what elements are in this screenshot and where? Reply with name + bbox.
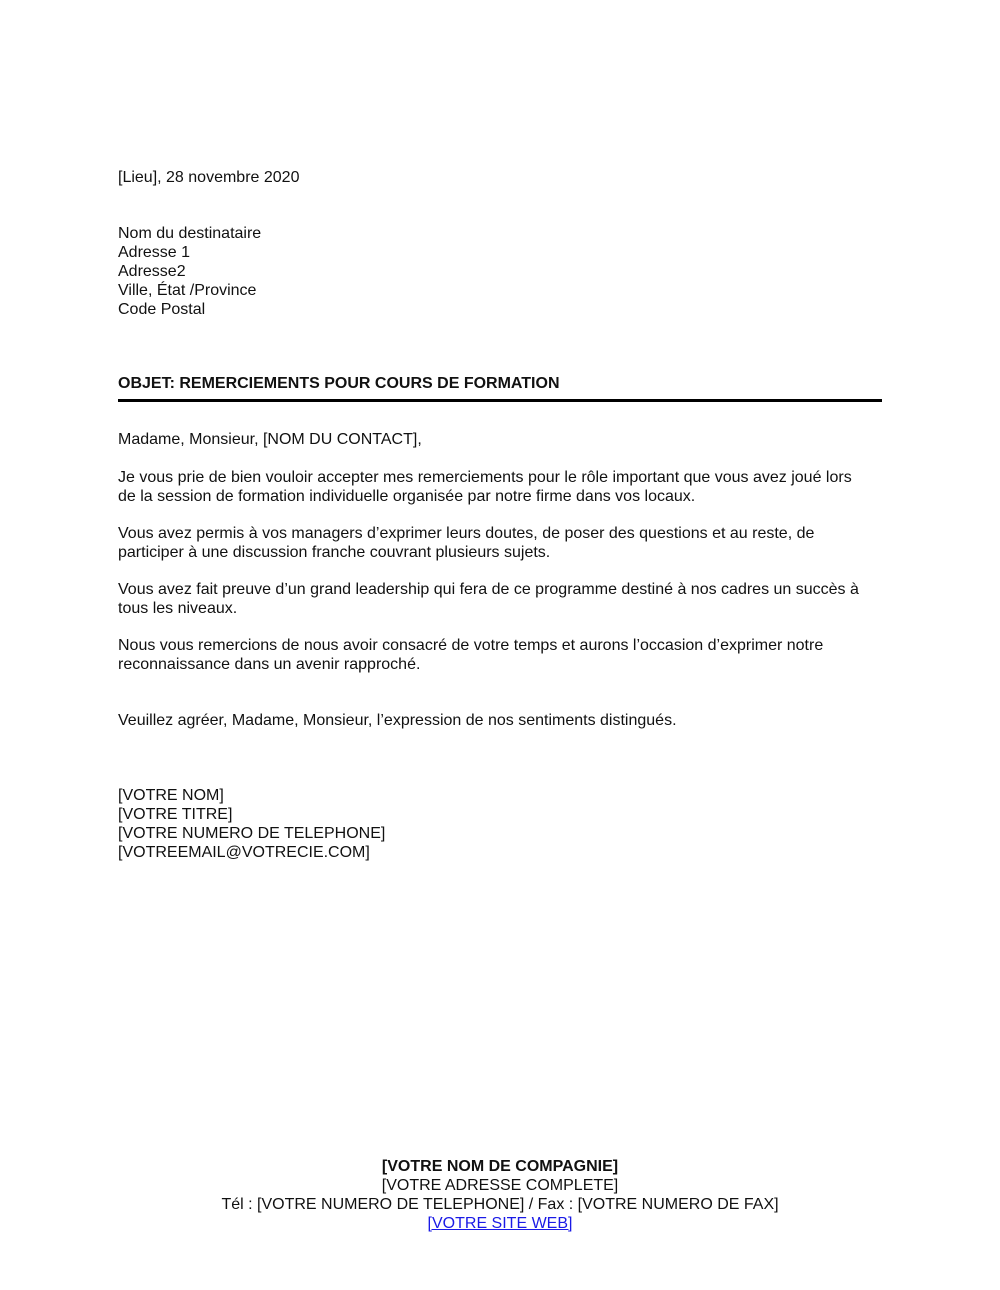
paragraph-line: Je vous prie de bien vouloir accepter mes remerciements pour le rôle important que vous avez joué lors xyxy=(118,469,852,486)
body-paragraph-4 xyxy=(118,636,882,674)
signature-name: [VOTRE NOM] xyxy=(118,787,224,804)
body-paragraph-3 xyxy=(118,580,882,618)
paragraph-line: participer à une discussion franche couvrant plusieurs sujets. xyxy=(118,544,551,561)
paragraph-line: Nous vous remercions de nous avoir consacré de votre temps et aurons l’occasion d’exprimer notre xyxy=(118,637,824,654)
body-paragraph-1 xyxy=(118,468,882,506)
paragraph-line: de la session de formation individuelle organisée par notre firme dans vos locaux. xyxy=(118,488,696,505)
recipient-postal-code: Code Postal xyxy=(118,301,206,318)
recipient-city-state: Ville, État /Province xyxy=(118,282,257,299)
paragraph-line: Vous avez fait preuve d’un grand leadership qui fera de ce programme destiné à nos cadres un succès à xyxy=(118,581,859,598)
body-paragraph-2 xyxy=(118,524,882,562)
footer-website-link[interactable]: [VOTRE SITE WEB] xyxy=(427,1215,573,1232)
salutation-text: Madame, Monsieur, [NOM DU CONTACT], xyxy=(118,431,422,448)
recipient-name: Nom du destinataire xyxy=(118,225,262,242)
recipient-address2: Adresse2 xyxy=(118,263,186,280)
letter-subject xyxy=(118,374,882,393)
footer-contact: Tél : [VOTRE NUMERO DE TELEPHONE] / Fax : [VOTRE NUMERO DE FAX] xyxy=(221,1196,779,1213)
footer-address: [VOTRE ADRESSE COMPLETE] xyxy=(381,1177,619,1194)
letter-salutation xyxy=(118,430,882,449)
paragraph-line: Vous avez permis à vos managers d’exprimer leurs doutes, de poser des questions et au reste, de xyxy=(118,525,815,542)
letter-closing xyxy=(118,711,882,730)
letter-footer xyxy=(0,1157,1000,1233)
paragraph-line: reconnaissance dans un avenir rapproché. xyxy=(118,656,421,673)
closing-text: Veuillez agréer, Madame, Monsieur, l’expression de nos sentiments distingués. xyxy=(118,712,677,729)
recipient-address-block xyxy=(118,224,882,319)
subject-divider xyxy=(118,399,882,402)
date-text: [Lieu], 28 novembre 2020 xyxy=(118,169,300,186)
signature-email: [VOTREEMAIL@VOTRECIE.COM] xyxy=(118,844,370,861)
footer-company-name: [VOTRE NOM DE COMPAGNIE] xyxy=(381,1158,619,1175)
subject-text: OBJET: REMERCIEMENTS POUR COURS DE FORMATION xyxy=(118,375,560,392)
recipient-address1: Adresse 1 xyxy=(118,244,191,261)
letter-date xyxy=(118,168,882,187)
signature-title: [VOTRE TITRE] xyxy=(118,806,233,823)
signature-phone: [VOTRE NUMERO DE TELEPHONE] xyxy=(118,825,386,842)
paragraph-line: tous les niveaux. xyxy=(118,600,238,617)
signature-block xyxy=(118,786,882,862)
